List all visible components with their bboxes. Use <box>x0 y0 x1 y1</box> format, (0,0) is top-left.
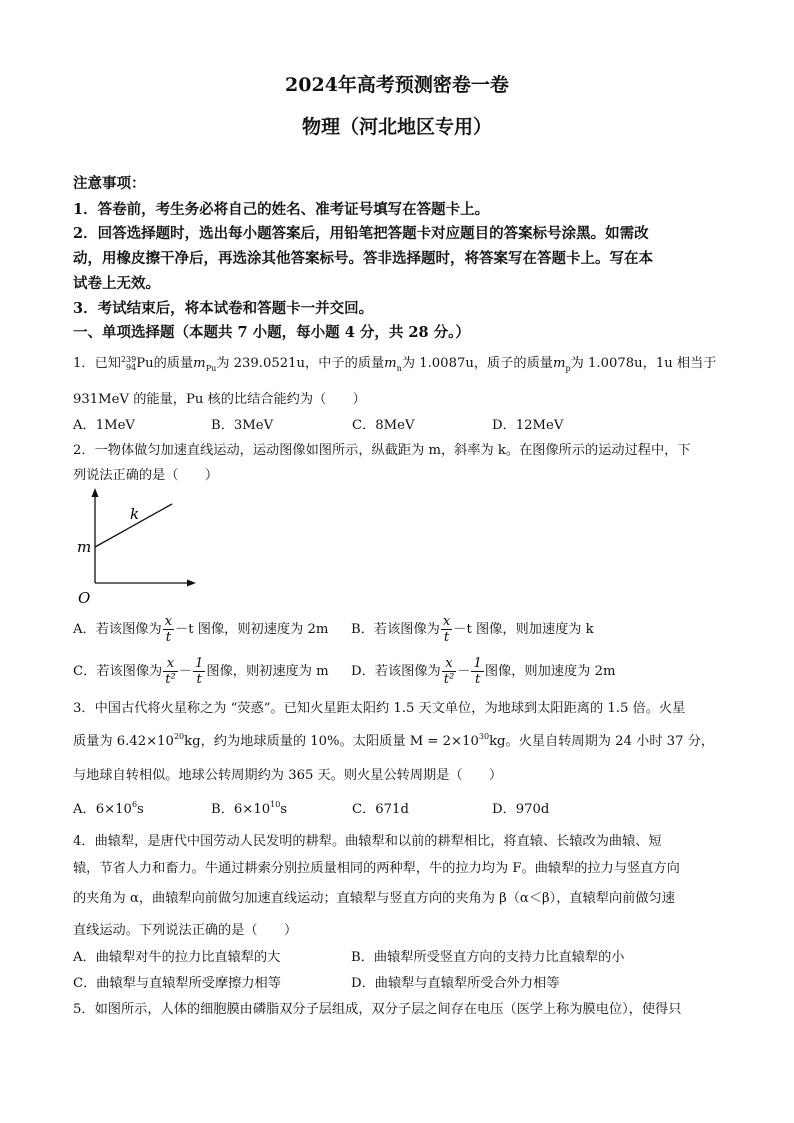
q2-option-a <box>73 614 328 645</box>
q1-text-e: 为 1.0078u，1u 相当于 <box>570 356 717 371</box>
q2-motion-graph <box>72 486 207 608</box>
q4-option-b: B．曲辕犁所受竖直方向的支持力比直辕犁的小 <box>351 950 625 965</box>
q3-option-d: D．970d <box>492 802 550 817</box>
graph-origin-label: O <box>78 589 91 607</box>
q3-option-c: C．671d <box>352 802 409 817</box>
q3-stem-line-1: 3．中国古代将火星称之为 “荧惑”。已知火星距太阳约 1.5 天文单位，为地球到太阳距离的 1.5 倍。火星 <box>73 701 686 716</box>
q1-option-a: A．1MeV <box>73 418 135 433</box>
frac-den: t <box>165 630 172 646</box>
q4-stem-line-2: 辕，节省人力和畜力。牛通过耕索分别拉质量相同的两种犁，牛的拉力均为 F。曲辕犁的拉力与竖直方向 <box>73 861 680 876</box>
q1-stem-line-2: 931MeV 的能量，Pu 核的比结合能约为（ ） <box>73 392 366 407</box>
q3-rotation-text: kg。火星自转周期为 24 小时 37 分， <box>489 734 715 749</box>
q2-stem-line-1: 2．一物体做匀加速直线运动，运动图像如图所示，纵截距为 m，斜率为 k。在图像所示的运动过程中，下 <box>73 443 691 458</box>
q3-stem-line-2 <box>73 730 714 749</box>
q3-option-b-text: B．6×10 <box>211 802 271 817</box>
notice-item-2-line-3: 试卷上无效。 <box>73 275 160 292</box>
q3-mass-text: 质量为 6.42×10 <box>73 734 174 749</box>
q1-isotope-mass: 239 <box>120 354 137 364</box>
frac-num: 1 <box>195 656 204 671</box>
q2-option-b-suffix: －t 图像，则加速度为 k <box>453 622 594 638</box>
q3-option-a-exponent: 6 <box>131 800 138 809</box>
fraction-1-over-t <box>193 656 205 687</box>
q1-mass-symbol-p: m <box>552 356 566 371</box>
q1-isotope-z: 94 <box>126 362 137 372</box>
q1-text-c: 为 239.0521u，中子的质量 <box>216 356 385 371</box>
q1-option-d: D．12MeV <box>492 418 564 433</box>
notice-item-1: 1．答卷前，考生务必将自己的姓名、准考证号填写在答题卡上。 <box>73 201 490 218</box>
graph-y-axis-arrow <box>92 488 99 497</box>
notice-item-3: 3．考试结束后，将本试卷和答题卡一并交回。 <box>73 300 374 317</box>
q3-option-a-text: A．6×10 <box>73 802 132 817</box>
fraction-1-over-t <box>471 656 483 687</box>
frac-num: 1 <box>473 656 482 671</box>
q3-option-b <box>211 798 287 817</box>
q4-stem-line-1: 4．曲辕犁，是唐代中国劳动人民发明的耕犁。曲辕犁和以前的耕犁相比，将直辕、长辕改为曲辕、短 <box>73 834 662 849</box>
frac-num: x <box>442 614 451 629</box>
fraction-x-over-t2 <box>163 656 178 687</box>
q3-mass-exponent: 20 <box>173 732 185 741</box>
q2-option-b-prefix: B．若该图像为 <box>351 622 440 638</box>
q3-option-b-unit: s <box>280 802 288 817</box>
notice-item-2-line-1: 2．回答选择题时，选出每小题答案后，用铅笔把答题卡对应题目的答案标号涂黑。如需改 <box>73 225 649 242</box>
q2-option-c <box>73 656 329 687</box>
q4-option-a: A．曲辕犁对牛的拉力比直辕犁的大 <box>73 950 281 965</box>
q4-stem-line-4: 直线运动。下列说法正确的是（ ） <box>73 923 298 938</box>
q2-option-c-prefix: C．若该图像为 <box>73 664 163 680</box>
q1-mass-symbol: m <box>193 356 206 371</box>
q1-option-b: B．3MeV <box>211 418 274 433</box>
minus-sign: － <box>457 664 471 680</box>
q2-option-d-suffix: 图像，则加速度为 2m <box>484 664 616 680</box>
q1-text-d: 为 1.0087u，质子的质量 <box>401 356 553 371</box>
minus-sign: － <box>178 664 192 680</box>
q3-sun-mass-exponent: 30 <box>478 732 490 741</box>
frac-num: x <box>164 614 173 629</box>
q2-option-c-suffix: 图像，则初速度为 m <box>206 664 329 680</box>
fraction-x-over-t <box>441 614 452 645</box>
q3-option-a-unit: s <box>137 802 144 817</box>
section-heading: 一、单项选择题（本题共 7 小题，每小题 4 分，共 28 分。） <box>73 324 470 341</box>
frac-den: t <box>475 672 481 688</box>
frac-den: t² <box>443 672 455 688</box>
q1-option-c: C．8MeV <box>352 418 415 433</box>
q4-stem-line-3: 的夹角为 α，曲辕犁向前做匀加速直线运动；直辕犁与竖直方向的夹角为 β（α＜β），直辕犁向前做匀速 <box>73 891 675 906</box>
q1-text-b: 的质量 <box>153 356 194 371</box>
q1-mass-symbol-n: m <box>384 356 397 371</box>
page-title: 2024年高考预测密卷一卷 <box>285 74 509 96</box>
q4-option-c: C．曲辕犁与直辕犁所受摩擦力相等 <box>73 976 281 991</box>
graph-x-axis-arrow <box>187 580 196 587</box>
graph-slope-label: k <box>130 505 140 523</box>
q2-option-b <box>351 614 594 645</box>
q3-stem-line-3: 与地球自转相似。地球公转周期约为 365 天。则火星公转周期是（ ） <box>73 768 503 783</box>
q4-option-d: D．曲辕犁与直辕犁所受合外力相等 <box>351 976 560 991</box>
fraction-x-over-t <box>163 614 174 645</box>
frac-den: t² <box>165 672 176 688</box>
graph-intercept-label: m <box>77 538 92 556</box>
q3-sun-mass-text: kg，约为地球质量的 10%。太阳质量 M = 2×10 <box>184 734 479 749</box>
notice-item-2-line-2: 动，用橡皮擦干净后，再选涂其他答案标号。答非选择题时，将答案写在答题卡上。写在本 <box>73 250 653 267</box>
q2-stem-line-2: 列说法正确的是（ ） <box>73 468 219 483</box>
notice-heading: 注意事项： <box>73 175 146 192</box>
q1-isotope-symbol: Pu <box>136 356 154 371</box>
q1-stem-line-1 <box>73 352 716 372</box>
q5-stem-line-1: 5．如图所示，人体的细胞膜由磷脂双分子层组成，双分子层之间存在电压（医学上称为膜电位），使得只 <box>73 1002 682 1017</box>
page-subtitle: 物理（河北地区专用） <box>301 116 492 138</box>
q3-option-a <box>73 798 144 817</box>
frac-num: x <box>442 656 457 672</box>
q2-option-a-suffix: －t 图像，则初速度为 2m <box>175 622 329 638</box>
q2-option-a-prefix: A．若该图像为 <box>73 622 162 638</box>
q3-option-b-exponent: 10 <box>270 800 281 809</box>
q2-option-d <box>351 656 615 687</box>
q1-isotope-numbers <box>121 356 136 372</box>
q1-mass-sub-p: p <box>565 364 571 373</box>
frac-num: x <box>163 656 178 672</box>
q2-option-d-prefix: D．若该图像为 <box>351 664 441 680</box>
q1-mass-sub-pu: Pu <box>205 364 217 373</box>
frac-den: t <box>443 630 450 646</box>
frac-den: t <box>196 672 202 688</box>
fraction-x-over-t2 <box>442 656 457 687</box>
q1-mass-sub-n: n <box>396 364 402 373</box>
q1-text-a: 1．已知 <box>73 356 121 371</box>
